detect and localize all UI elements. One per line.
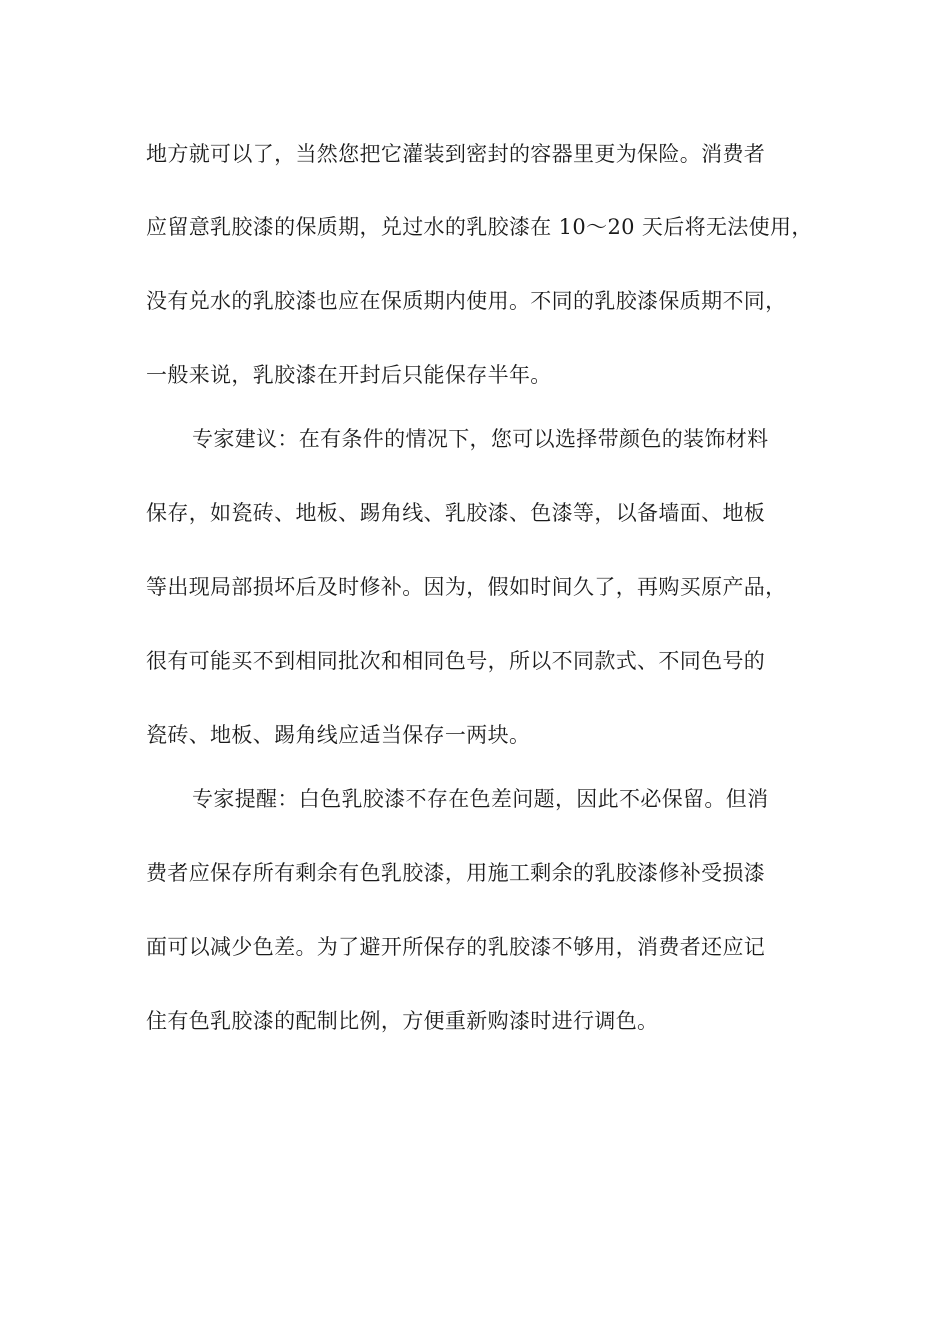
text-line: 一般来说，乳胶漆在开封后只能保存半年。 <box>146 363 552 387</box>
text-line: 瓷砖、地板、踢角线应适当保存一两块。 <box>146 723 531 747</box>
text-line: 等出现局部损坏后及时修补。因为，假如时间久了，再购买原产品， <box>146 575 787 599</box>
text-line: 费者应保存所有剩余有色乳胶漆，用施工剩余的乳胶漆修补受损漆 <box>146 861 766 885</box>
text-line: 面可以减少色差。为了避开所保存的乳胶漆不够用，消费者还应记 <box>146 935 766 959</box>
text-line: 地方就可以了，当然您把它灌装到密封的容器里更为保险。消费者 <box>146 142 766 166</box>
paragraph-start-line: 专家建议：在有条件的情况下，您可以选择带颜色的装饰材料 <box>192 427 769 451</box>
text-line: 没有兑水的乳胶漆也应在保质期内使用。不同的乳胶漆保质期不同， <box>146 289 787 313</box>
text-line: 很有可能买不到相同批次和相同色号，所以不同款式、不同色号的 <box>146 649 766 673</box>
text-line: 应留意乳胶漆的保质期，兑过水的乳胶漆在 10～20 天后将无法使用， <box>146 215 813 239</box>
text-line: 住有色乳胶漆的配制比例，方便重新购漆时进行调色。 <box>146 1009 659 1033</box>
text-line: 保存，如瓷砖、地板、踢角线、乳胶漆、色漆等，以备墙面、地板 <box>146 501 766 525</box>
paragraph-start-line: 专家提醒：白色乳胶漆不存在色差问题，因此不必保留。但消 <box>192 787 769 811</box>
